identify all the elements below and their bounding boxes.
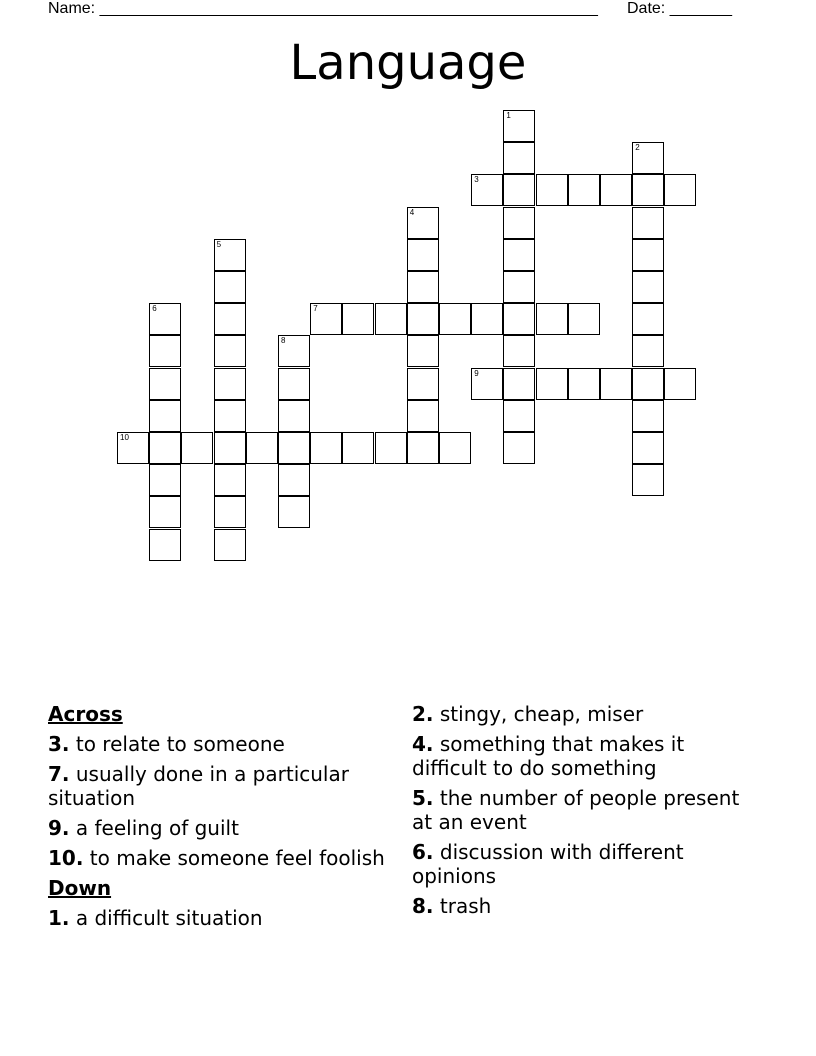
grid-cell[interactable] xyxy=(342,303,374,335)
grid-cell[interactable] xyxy=(214,529,246,561)
grid-cell[interactable] xyxy=(407,239,439,271)
page-title: Language xyxy=(289,35,527,91)
clue-number: 2 xyxy=(635,143,640,153)
grid-cell[interactable] xyxy=(214,464,246,496)
clue-down-2: 2. stingy, cheap, miser xyxy=(412,702,644,726)
grid-cell[interactable] xyxy=(536,174,568,206)
grid-cell[interactable] xyxy=(278,464,310,496)
grid-cell[interactable] xyxy=(568,174,600,206)
grid-cell[interactable] xyxy=(149,464,181,496)
grid-cell[interactable] xyxy=(536,303,568,335)
grid-cell[interactable] xyxy=(632,142,664,174)
grid-cell[interactable] xyxy=(214,368,246,400)
grid-cell[interactable] xyxy=(214,271,246,303)
grid-cell[interactable] xyxy=(632,368,664,400)
clue-down-6: 6. discussion with different opinions xyxy=(412,840,684,888)
grid-cell[interactable] xyxy=(568,303,600,335)
grid-cell[interactable] xyxy=(503,400,535,432)
clue-number: 6 xyxy=(152,304,157,314)
grid-cell[interactable] xyxy=(214,335,246,367)
grid-cell[interactable] xyxy=(632,174,664,206)
grid-cell[interactable] xyxy=(214,432,246,464)
grid-cell[interactable] xyxy=(439,303,471,335)
grid-cell[interactable] xyxy=(310,432,342,464)
grid-cell[interactable] xyxy=(632,432,664,464)
grid-cell[interactable] xyxy=(503,303,535,335)
grid-cell[interactable] xyxy=(632,400,664,432)
clue-number: 10 xyxy=(120,433,129,442)
grid-cell[interactable] xyxy=(632,303,664,335)
grid-cell[interactable] xyxy=(439,432,471,464)
grid-cell[interactable] xyxy=(664,174,696,206)
grid-cell[interactable] xyxy=(503,432,535,464)
grid-cell[interactable] xyxy=(375,303,407,335)
grid-cell[interactable] xyxy=(149,368,181,400)
grid-cell[interactable] xyxy=(278,368,310,400)
clue-number: 9 xyxy=(474,368,479,378)
clue-number: 1 xyxy=(506,111,511,120)
grid-cell[interactable] xyxy=(471,174,503,206)
grid-cell[interactable] xyxy=(117,432,149,464)
down-heading: Down xyxy=(48,876,112,900)
clue-across-10: 10. to make someone feel foolish xyxy=(48,846,385,870)
grid-cell[interactable] xyxy=(407,303,439,335)
grid-cell[interactable] xyxy=(503,207,535,239)
grid-cell[interactable] xyxy=(246,432,278,464)
clue-number: 7 xyxy=(313,304,318,314)
grid-cell[interactable] xyxy=(503,142,535,174)
grid-cell[interactable] xyxy=(278,432,310,464)
grid-cell[interactable] xyxy=(632,464,664,496)
grid-cell[interactable] xyxy=(407,335,439,367)
grid-cell[interactable] xyxy=(149,432,181,464)
grid-cell[interactable] xyxy=(278,496,310,528)
grid-cell[interactable] xyxy=(149,303,181,335)
clue-down-4: 4. something that makes it difficult to do something xyxy=(412,732,685,780)
name-field[interactable]: Name: ________________________________________________________ xyxy=(48,0,598,17)
grid-cell[interactable] xyxy=(342,432,374,464)
grid-cell[interactable] xyxy=(632,271,664,303)
grid-cell[interactable] xyxy=(632,239,664,271)
grid-cell[interactable] xyxy=(503,335,535,367)
grid-cell[interactable] xyxy=(375,432,407,464)
clues-column-left xyxy=(48,702,393,936)
clue-number: 4 xyxy=(409,207,415,217)
grid-cell[interactable] xyxy=(149,496,181,528)
grid-cell[interactable] xyxy=(407,368,439,400)
grid-cell[interactable] xyxy=(664,368,696,400)
grid-cell[interactable] xyxy=(278,400,310,432)
across-heading: Across xyxy=(48,702,123,726)
grid-cell[interactable] xyxy=(310,303,342,335)
clue-across-9: 9. a feeling of guilt xyxy=(48,816,239,840)
grid-cell[interactable] xyxy=(278,335,310,367)
clue-down-8: 8. trash xyxy=(412,894,492,918)
grid-cell[interactable] xyxy=(536,368,568,400)
clue-number: 3 xyxy=(474,175,479,185)
clue-number: 5 xyxy=(216,239,222,249)
clues-column-right xyxy=(412,702,752,924)
grid-cell[interactable] xyxy=(471,368,503,400)
grid-cell[interactable] xyxy=(503,174,535,206)
grid-cell[interactable] xyxy=(149,400,181,432)
grid-cell[interactable] xyxy=(600,368,632,400)
grid-cell[interactable] xyxy=(503,368,535,400)
grid-cell[interactable] xyxy=(407,271,439,303)
grid-cell[interactable] xyxy=(407,400,439,432)
grid-cell[interactable] xyxy=(181,432,213,464)
clue-across-7: 7. usually done in a particular situation xyxy=(48,762,349,810)
grid-cell[interactable] xyxy=(214,303,246,335)
grid-cell[interactable] xyxy=(503,239,535,271)
grid-cell[interactable] xyxy=(214,400,246,432)
clue-number: 8 xyxy=(281,336,286,346)
grid-cell[interactable] xyxy=(471,303,503,335)
clue-across-3: 3. to relate to someone xyxy=(48,732,285,756)
grid-cell[interactable] xyxy=(214,496,246,528)
date-field[interactable]: Date: _______ xyxy=(627,0,732,17)
grid-cell[interactable] xyxy=(407,207,439,239)
grid-cell[interactable] xyxy=(568,368,600,400)
grid-cell[interactable] xyxy=(632,207,664,239)
grid-cell[interactable] xyxy=(407,432,439,464)
grid-cell[interactable] xyxy=(632,335,664,367)
grid-cell[interactable] xyxy=(600,174,632,206)
clue-down-1: 1. a difficult situation xyxy=(48,906,263,930)
grid-cell[interactable] xyxy=(503,271,535,303)
grid-cell[interactable] xyxy=(503,110,535,142)
grid-cell[interactable] xyxy=(149,335,181,367)
grid-cell[interactable] xyxy=(149,529,181,561)
grid-cell[interactable] xyxy=(214,239,246,271)
clue-down-5: 5. the number of people present at an event xyxy=(412,786,740,834)
